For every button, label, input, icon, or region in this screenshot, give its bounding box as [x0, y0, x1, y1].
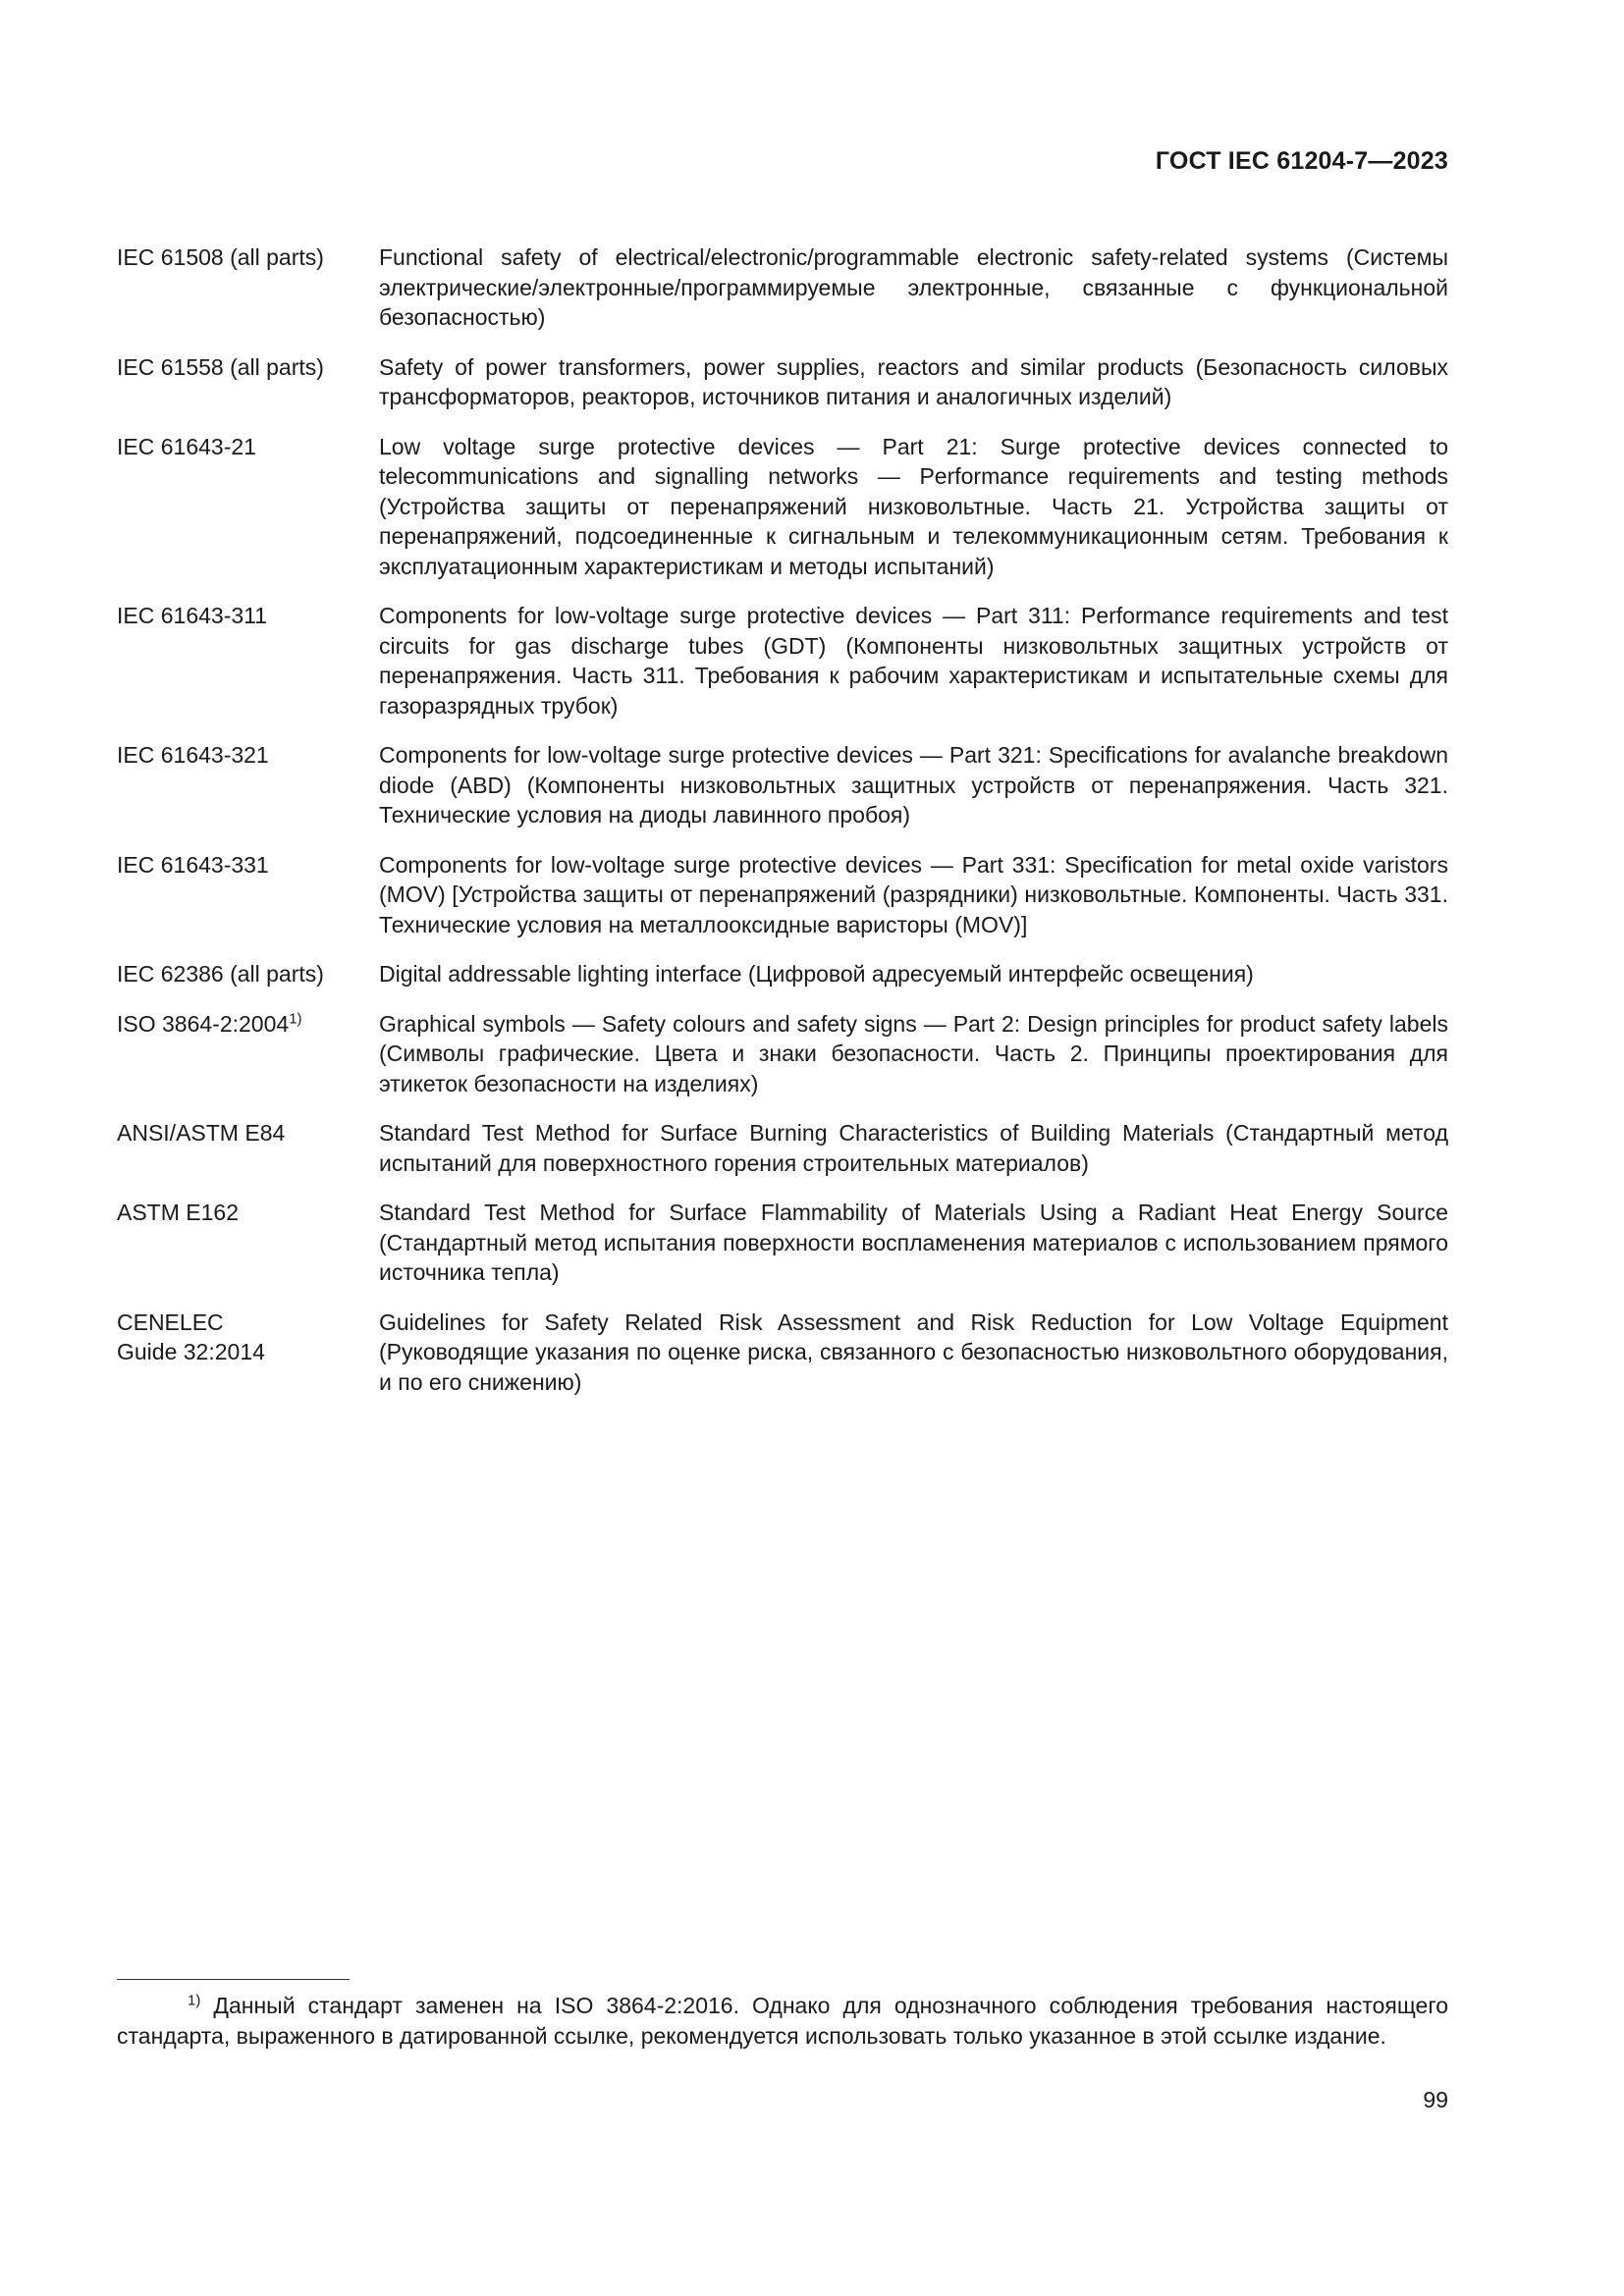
document-header: ГОСТ IEC 61204-7—2023 [1155, 147, 1448, 175]
reference-row [117, 1308, 1448, 1398]
reference-code [117, 242, 379, 333]
reference-description: Guidelines for Safety Related Risk Assessment and Risk Reduction for Low Voltage Equipment (Руководящие указания по оценке риска, связанного с безопасностью низковольтного оборудования, и по его снижению) [379, 1308, 1448, 1395]
reference-code-text: IEC 61643-331 [117, 851, 269, 878]
reference-code [117, 850, 379, 940]
footnote [117, 1991, 1448, 2051]
reference-code-text: IEC 62386 (all parts) [117, 961, 324, 987]
reference-code-text: IEC 61508 (all parts) [117, 244, 324, 270]
page-number: 99 [1423, 2087, 1448, 2112]
reference-description: Graphical symbols — Safety colours and safety signs — Part 2: Design principles for product safety labels (Символы графические. Цвета и знаки безопасности. Часть 2. Принципы проектирования для этикеток безопасности на изделиях) [379, 1010, 1448, 1096]
reference-code [117, 1118, 379, 1178]
reference-code [117, 959, 379, 989]
reference-code-text: IEC 61558 (all parts) [117, 353, 324, 380]
footnote-marker: 1) [188, 1992, 201, 2009]
reference-code-text: ANSI/ASTM E84 [117, 1120, 286, 1146]
reference-code [117, 1009, 379, 1099]
reference-code [117, 352, 379, 412]
reference-description: Standard Test Method for Surface Flammability of Materials Using a Radiant Heat Energy Source (Стандартный метод испытания поверхности воспламенения материалов с использованием прямого источника тепла) [379, 1200, 1448, 1285]
footnote-marker: 1) [289, 1009, 302, 1027]
reference-description: Components for low-voltage surge protective devices — Part 321: Specifications for avalanche breakdown diode (ABD) (Компоненты низковольтных защитных устройств от перенапряжения. Часть 321. Технические условия на диоды лавинного пробоя) [379, 742, 1448, 828]
reference-description: Safety of power transformers, power supplies, reactors and similar products (Безопасность силовых трансформаторов, реакторов, источников питания и аналогичных изделий) [379, 353, 1448, 409]
normative-references-list [117, 242, 1448, 1416]
footnote-separator [117, 1979, 350, 1980]
reference-row [117, 959, 1448, 989]
reference-description: Components for low-voltage surge protective devices — Part 331: Specification for metal oxide varistors (MOV) [Устройства защиты от перенапряжений (разрядники) низковольтные. Компоненты. Часть 331. Технические условия на металлооксидные варисторы (MOV)] [379, 851, 1448, 937]
reference-description: Low voltage surge protective devices — Part 21: Surge protective devices connected to telecommunications and signalling networks — Performance requirements and testing methods (Устройства защиты от перенапряжений низковольтные. Часть 21. Устройства защиты от перенапряжений, подсоединенные к сигнальным и телекоммуникационным сетям. Требования к эксплуатационным характеристикам и методы испытаний) [379, 433, 1448, 579]
reference-code [117, 1198, 379, 1288]
reference-code [117, 740, 379, 830]
reference-code-text: IEC 61643-21 [117, 433, 256, 459]
reference-code [117, 601, 379, 721]
reference-row [117, 352, 1448, 412]
reference-code [117, 432, 379, 582]
reference-row [117, 1198, 1448, 1288]
reference-row [117, 850, 1448, 940]
reference-description: Digital addressable lighting interface (Цифровой адресуемый интерфейс освещения) [379, 961, 1254, 987]
reference-description: Components for low-voltage surge protective devices — Part 311: Performance requirements and test circuits for gas discharge tubes (GDT) (Компоненты низковольтных защитных устройств от перенапряжения. Часть 311. Требования к рабочим характеристикам и испытательные схемы для газоразрядных трубок) [379, 603, 1448, 719]
reference-code [117, 1308, 379, 1398]
reference-row [117, 1009, 1448, 1099]
reference-code-text: IEC 61643-311 [117, 603, 268, 628]
reference-code-text: ASTM E162 [117, 1200, 239, 1225]
reference-description: Standard Test Method for Surface Burning Characteristics of Building Materials (Стандартный метод испытаний для поверхностного горения строительных материалов) [379, 1120, 1448, 1176]
reference-row [117, 242, 1448, 333]
reference-code-text: ISO 3864-2:2004 [117, 1010, 290, 1037]
reference-description: Functional safety of electrical/electronic/programmable electronic safety-related systems (Системы электрические/электронные/программируемые электронные, связанные с функциональной безопасностью) [379, 244, 1448, 330]
reference-code-text: CENELEC Guide 32:2014 [117, 1308, 265, 1364]
reference-row [117, 740, 1448, 830]
footnote-text: Данный стандарт заменен на ISO 3864-2:2016. Однако для однозначного соблюдения требования настоящего стандарта, выраженного в датированной ссылке, рекомендуется использовать только указанное в этой ссылке издание. [117, 1993, 1448, 2049]
reference-row [117, 1118, 1448, 1178]
reference-code-text: IEC 61643-321 [117, 742, 269, 768]
reference-row [117, 601, 1448, 721]
reference-row [117, 432, 1448, 582]
